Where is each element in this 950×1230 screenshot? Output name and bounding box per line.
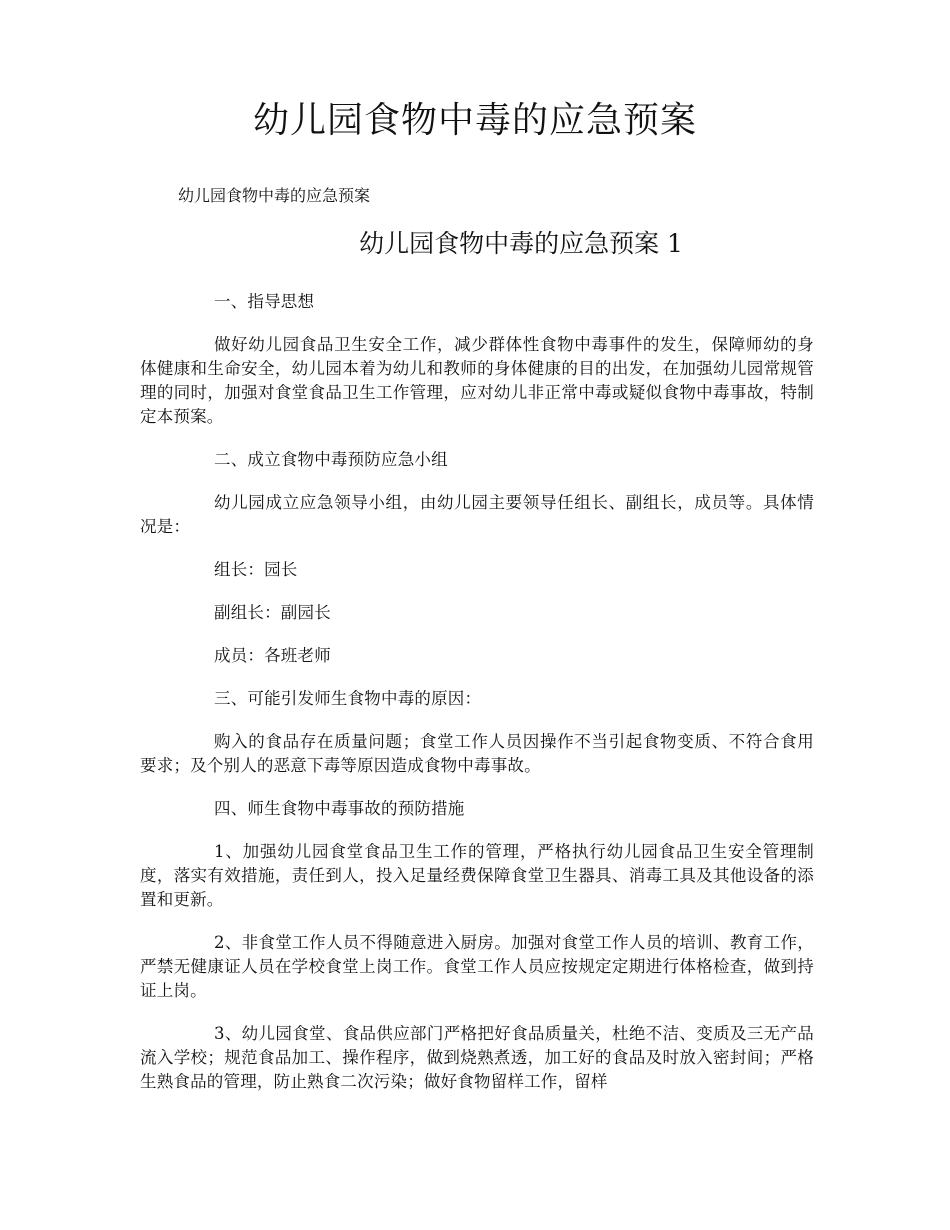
document-title: 幼儿园食物中毒的应急预案	[252, 100, 697, 141]
document-subtitle: 幼儿园食物中毒的应急预案	[178, 186, 371, 205]
heading-guiding-ideology: 一、指导思想	[214, 292, 315, 311]
deputy-leader-line: 副组长：副园长	[214, 603, 331, 622]
document-body	[140, 290, 814, 1113]
heading-prevention: 四、师生食物中毒事故的预防措施	[214, 799, 465, 818]
heading-emergency-group: 二、成立食物中毒预防应急小组	[214, 450, 448, 469]
group-leader-line: 组长：园长	[214, 560, 298, 579]
paragraph-guiding-ideology: 做好幼儿园食品卫生安全工作，减少群体性食物中毒事件的发生，保障师幼的身体健康和生命安全，幼儿园本着为幼儿和教师的身体健康的目的出发，在加强幼儿园常规管理的同时，加强对食堂食品卫生工作管理，应对幼儿非正常中毒或疑似食物中毒事故，特制定本预案。	[140, 335, 814, 426]
paragraph-emergency-group: 幼儿园成立应急领导小组，由幼儿园主要领导任组长、副组长，成员等。具体情况是：	[140, 493, 814, 536]
prevention-item-2: 2、非食堂工作人员不得随意进入厨房。加强对食堂工作人员的培训、教育工作，严禁无健康证人员在学校食堂上岗工作。食堂工作人员应按规定定期进行体格检查，做到持证上岗。	[140, 933, 814, 1000]
prevention-item-1: 1、加强幼儿园食堂食品卫生工作的管理，严格执行幼儿园食品卫生安全管理制度，落实有效措施，责任到人，投入足量经费保障食堂卫生器具、消毒工具及其他设备的添置和更新。	[140, 842, 814, 909]
section-title: 幼儿园食物中毒的应急预案 1	[359, 229, 683, 258]
paragraph-causes: 购入的食品存在质量问题；食堂工作人员因操作不当引起食物变质、不符合食用要求；及个别人的恶意下毒等原因造成食物中毒事故。	[140, 732, 814, 775]
prevention-item-3: 3、幼儿园食堂、食品供应部门严格把好食品质量关，杜绝不洁、变质及三无产品流入学校；规范食品加工、操作程序，做到烧熟煮透，加工好的食品及时放入密封间；严格生熟食品的管理，防止熟食二次污染；做好食物留样工作，留样	[140, 1024, 814, 1091]
members-line: 成员：各班老师	[214, 646, 331, 665]
heading-causes: 三、可能引发师生食物中毒的原因：	[214, 689, 482, 708]
